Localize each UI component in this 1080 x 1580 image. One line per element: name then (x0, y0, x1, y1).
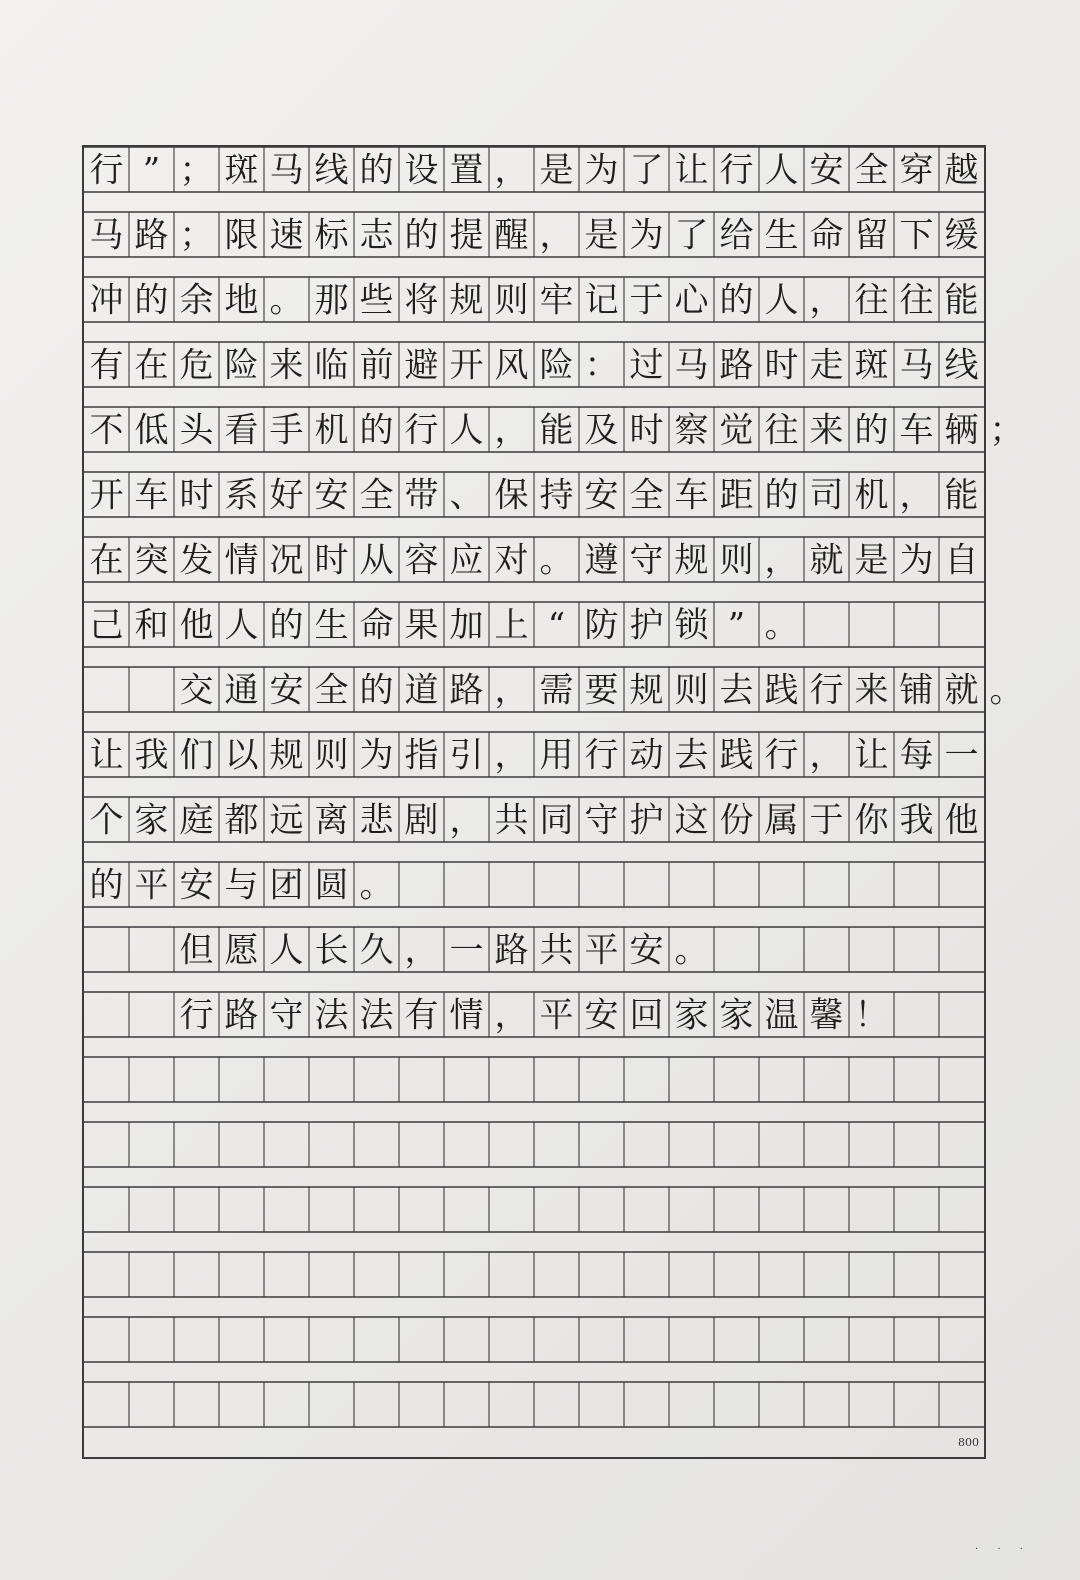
manuscript-char: 回 (629, 995, 664, 1036)
manuscript-char: 你 (854, 800, 889, 841)
manuscript-char: ， (449, 800, 484, 841)
manuscript-char: 行 (764, 735, 799, 776)
manuscript-char: 情 (224, 540, 259, 581)
manuscript-char: 人 (764, 280, 799, 321)
manuscript-char: 是 (854, 540, 889, 581)
manuscript-char: 设 (404, 150, 439, 191)
manuscript-char: 行 (404, 410, 439, 451)
manuscript-char: 险 (539, 345, 574, 386)
manuscript-char: 司 (809, 475, 844, 516)
manuscript-char: 护 (629, 800, 664, 841)
manuscript-char: 醒 (494, 215, 529, 256)
manuscript-char: 我 (134, 735, 169, 776)
manuscript-char: 安 (809, 150, 844, 191)
manuscript-char: 安 (179, 865, 214, 906)
manuscript-char: 就 (809, 540, 844, 581)
manuscript-char: 命 (809, 215, 844, 256)
manuscript-char: 冲 (89, 280, 124, 321)
manuscript-char: 守 (269, 995, 304, 1036)
manuscript-char: 我 (899, 800, 934, 841)
manuscript-char: 温 (764, 995, 799, 1036)
manuscript-char: 距 (719, 475, 754, 516)
manuscript-char: 。 (989, 670, 1024, 711)
manuscript-char: 规 (674, 540, 709, 581)
manuscript-char: 况 (269, 540, 304, 581)
manuscript-char: 护 (629, 605, 664, 646)
manuscript-char: 锁 (674, 605, 709, 646)
manuscript-char: 穿 (899, 150, 934, 191)
manuscript-char: 线 (944, 345, 979, 386)
manuscript-char: ， (539, 215, 574, 256)
manuscript-char: 共 (539, 930, 574, 971)
manuscript-char: 为 (899, 540, 934, 581)
manuscript-char: 属 (764, 800, 799, 841)
manuscript-char: 车 (134, 475, 169, 516)
manuscript-char: 。 (269, 280, 304, 321)
manuscript-char: 则 (674, 670, 709, 711)
manuscript-char: 前 (359, 345, 394, 386)
manuscript-char: 于 (629, 280, 664, 321)
manuscript-char: 斑 (224, 150, 259, 191)
manuscript-char: 让 (854, 735, 889, 776)
manuscript-char: 头 (179, 410, 214, 451)
manuscript-char: 他 (944, 800, 979, 841)
manuscript-char: 了 (674, 215, 709, 256)
manuscript-char: 觉 (719, 410, 754, 451)
manuscript-char: 让 (89, 735, 124, 776)
manuscript-char: 馨 (809, 995, 844, 1036)
manuscript-char: “ (547, 605, 566, 646)
manuscript-char: 果 (404, 605, 439, 646)
manuscript-char: 机 (314, 410, 349, 451)
manuscript-char: 为 (359, 735, 394, 776)
manuscript-char: 则 (314, 735, 349, 776)
manuscript-char: 好 (269, 475, 304, 516)
manuscript-char: 用 (539, 735, 574, 776)
manuscript-char: 长 (314, 930, 349, 971)
manuscript-char: 低 (134, 410, 169, 451)
manuscript-char: 的 (359, 150, 394, 191)
manuscript-char: 家 (134, 800, 169, 841)
manuscript-char: 路 (719, 345, 754, 386)
manuscript-char: 带 (404, 475, 439, 516)
manuscript-char: 、 (449, 475, 484, 516)
manuscript-char: 时 (314, 540, 349, 581)
manuscript-char: 行 (809, 670, 844, 711)
manuscript-char: 察 (674, 410, 709, 451)
grid-lines (84, 147, 1024, 1457)
manuscript-char: 给 (719, 215, 754, 256)
manuscript-char: 这 (674, 800, 709, 841)
manuscript-char: 守 (629, 540, 664, 581)
manuscript-char: 但 (179, 930, 214, 971)
manuscript-char: 在 (134, 345, 169, 386)
manuscript-char: 安 (269, 670, 304, 711)
manuscript-char: 一 (449, 930, 484, 971)
manuscript-char: 的 (359, 670, 394, 711)
manuscript-char: 全 (854, 150, 889, 191)
manuscript-char: ” (727, 605, 746, 646)
manuscript-char: 动 (629, 735, 664, 776)
manuscript-char: 。 (359, 865, 394, 906)
manuscript-char: 行 (584, 735, 619, 776)
manuscript-char: 路 (134, 215, 169, 256)
manuscript-char: ， (494, 670, 529, 711)
manuscript-char: 走 (809, 345, 844, 386)
manuscript-char: 全 (359, 475, 394, 516)
manuscript-char: 机 (854, 475, 889, 516)
manuscript-char: 来 (809, 410, 844, 451)
manuscript-char: 以 (224, 735, 259, 776)
manuscript-char: 全 (314, 670, 349, 711)
manuscript-char: 践 (719, 735, 754, 776)
manuscript-char: 于 (809, 800, 844, 841)
manuscript-char: 路 (224, 995, 259, 1036)
manuscript-char: 时 (179, 475, 214, 516)
manuscript-char: ； (179, 215, 214, 256)
manuscript-char: 让 (674, 150, 709, 191)
manuscript-char: 生 (314, 605, 349, 646)
manuscript-char: 法 (359, 995, 394, 1036)
manuscript-char: 是 (584, 215, 619, 256)
manuscript-char: 对 (494, 540, 529, 581)
manuscript-char: 地 (224, 280, 259, 321)
manuscript-char: ， (809, 735, 844, 776)
manuscript-char: 及 (584, 410, 619, 451)
manuscript-char: 下 (899, 215, 934, 256)
manuscript-char: 辆 (944, 410, 979, 451)
manuscript-char: 开 (89, 475, 124, 516)
manuscript-char: ； (989, 410, 1024, 451)
manuscript-char: 安 (629, 930, 664, 971)
manuscript-char: 不 (89, 410, 124, 451)
manuscript-char: 己 (89, 605, 124, 646)
manuscript-char: 命 (359, 605, 394, 646)
manuscript-char: 看 (224, 410, 259, 451)
manuscript-char: 能 (944, 280, 979, 321)
manuscript-char: 往 (764, 410, 799, 451)
manuscript-char: 往 (899, 280, 934, 321)
manuscript-char: 家 (719, 995, 754, 1036)
manuscript-char: 在 (89, 540, 124, 581)
manuscript-char: 家 (674, 995, 709, 1036)
manuscript-char: 人 (764, 150, 799, 191)
manuscript-char: 要 (584, 670, 619, 711)
manuscript-char: 避 (404, 345, 439, 386)
manuscript-char: 留 (854, 215, 889, 256)
manuscript-char: 路 (449, 670, 484, 711)
manuscript-char: 加 (449, 605, 484, 646)
page-number: 800 (958, 1436, 979, 1449)
manuscript-char: 容 (404, 540, 439, 581)
manuscript-char: ， (764, 540, 799, 581)
manuscript-char: 法 (314, 995, 349, 1036)
manuscript-char: 和 (134, 605, 169, 646)
manuscript-char: 开 (449, 345, 484, 386)
manuscript-char: 能 (944, 475, 979, 516)
manuscript-char: 马 (89, 215, 124, 256)
manuscript-char: 险 (224, 345, 259, 386)
manuscript-char: 人 (449, 410, 484, 451)
manuscript-char: 余 (179, 280, 214, 321)
manuscript-char: ， (494, 995, 529, 1036)
manuscript-char: 的 (359, 410, 394, 451)
manuscript-char: 剧 (404, 800, 439, 841)
paper-specks: · · · (975, 1544, 1031, 1555)
manuscript-char: 从 (359, 540, 394, 581)
manuscript-char: 危 (179, 345, 214, 386)
manuscript-char: 牢 (539, 280, 574, 321)
manuscript-char: 的 (719, 280, 754, 321)
manuscript-char: 为 (629, 215, 664, 256)
manuscript-char: 路 (494, 930, 529, 971)
manuscript-char: 系 (224, 475, 259, 516)
manuscript-char: 团 (269, 865, 304, 906)
manuscript-char: 临 (314, 345, 349, 386)
manuscript-char: ！ (854, 995, 889, 1036)
manuscript-char: 防 (584, 605, 619, 646)
manuscript-char: 规 (449, 280, 484, 321)
manuscript-char: 那 (314, 280, 349, 321)
manuscript-char: 持 (539, 475, 574, 516)
manuscript-char: 时 (764, 345, 799, 386)
manuscript-char: 行 (89, 150, 124, 191)
manuscript-char: 铺 (899, 670, 934, 711)
manuscript-char: 记 (584, 280, 619, 321)
manuscript-char: 。 (764, 605, 799, 646)
manuscript-char: 置 (449, 150, 484, 191)
manuscript-char: 去 (674, 735, 709, 776)
manuscript-char: 通 (224, 670, 259, 711)
manuscript-char: 平 (134, 865, 169, 906)
manuscript-char: 全 (629, 475, 664, 516)
manuscript-char: 志 (359, 215, 394, 256)
manuscript-char: 马 (899, 345, 934, 386)
manuscript-char: 车 (899, 410, 934, 451)
manuscript-char: ， (404, 930, 439, 971)
manuscript-char: 自 (944, 540, 979, 581)
manuscript-char: 保 (494, 475, 529, 516)
manuscript-char: 些 (359, 280, 394, 321)
manuscript-char: 遵 (584, 540, 619, 581)
manuscript-char: 道 (404, 670, 439, 711)
manuscript-char: ， (899, 475, 934, 516)
manuscript-char: 马 (674, 345, 709, 386)
manuscript-char: 他 (179, 605, 214, 646)
manuscript-char: 突 (134, 540, 169, 581)
manuscript-char: 安 (314, 475, 349, 516)
manuscript-char: 应 (449, 540, 484, 581)
manuscript-char: 份 (719, 800, 754, 841)
manuscript-char: 车 (674, 475, 709, 516)
manuscript-char: 的 (854, 410, 889, 451)
manuscript-char: 一 (944, 735, 979, 776)
manuscript-char: 有 (89, 345, 124, 386)
manuscript-char: 安 (584, 995, 619, 1036)
manuscript-char: 能 (539, 410, 574, 451)
manuscript-char: 将 (404, 280, 439, 321)
manuscript-char: 就 (944, 670, 979, 711)
manuscript-char: ， (494, 410, 529, 451)
manuscript-char: 手 (269, 410, 304, 451)
manuscript-char: 离 (314, 800, 349, 841)
manuscript-char: 远 (269, 800, 304, 841)
manuscript-char: 都 (224, 800, 259, 841)
manuscript-char: 来 (269, 345, 304, 386)
manuscript-char: ” (142, 150, 161, 191)
manuscript-char: 斑 (854, 345, 889, 386)
manuscript-char: 时 (629, 410, 664, 451)
manuscript-char: 心 (674, 280, 709, 321)
manuscript-char: 守 (584, 800, 619, 841)
manuscript-char: 行 (719, 150, 754, 191)
manuscript-char: 每 (899, 735, 934, 776)
manuscript-char: 马 (269, 150, 304, 191)
manuscript-char: 圆 (314, 865, 349, 906)
manuscript-char: 人 (224, 605, 259, 646)
manuscript-char: 规 (269, 735, 304, 776)
manuscript-char: 限 (224, 215, 259, 256)
manuscript-char: 过 (629, 345, 664, 386)
manuscript-char: 为 (584, 150, 619, 191)
manuscript-char: 则 (494, 280, 529, 321)
manuscript-char: 的 (89, 865, 124, 906)
manuscript-char: 与 (224, 865, 259, 906)
manuscript-char: 规 (629, 670, 664, 711)
manuscript-char: 庭 (179, 800, 214, 841)
manuscript-char: 。 (539, 540, 574, 581)
manuscript-char: 行 (179, 995, 214, 1036)
manuscript-char: 需 (539, 670, 574, 711)
manuscript-char: 人 (269, 930, 304, 971)
manuscript-char: 是 (539, 150, 574, 191)
manuscript-char: 发 (179, 540, 214, 581)
manuscript-char: 的 (404, 215, 439, 256)
manuscript-char: 悲 (359, 800, 394, 841)
manuscript-char: 情 (449, 995, 484, 1036)
manuscript-char: 了 (629, 150, 664, 191)
manuscript-char: 往 (854, 280, 889, 321)
manuscript-char: 越 (944, 150, 979, 191)
manuscript-char: 平 (584, 930, 619, 971)
manuscript-char: 们 (179, 735, 214, 776)
manuscript-char: 风 (494, 345, 529, 386)
manuscript-char: 生 (764, 215, 799, 256)
manuscript-char: ： (584, 345, 619, 386)
manuscript-char: 去 (719, 670, 754, 711)
manuscript-char: 指 (404, 735, 439, 776)
manuscript-char: 缓 (944, 215, 979, 256)
manuscript-char: ， (809, 280, 844, 321)
manuscript-char: ， (494, 735, 529, 776)
manuscript-char: 线 (314, 150, 349, 191)
manuscript-char: 愿 (224, 930, 259, 971)
manuscript-char: 安 (584, 475, 619, 516)
manuscript-char: 交 (179, 670, 214, 711)
manuscript-char: 的 (134, 280, 169, 321)
manuscript-char: 。 (674, 930, 709, 971)
manuscript-char: 个 (89, 800, 124, 841)
manuscript-char: 则 (719, 540, 754, 581)
manuscript-char: 共 (494, 800, 529, 841)
manuscript-char: 引 (449, 735, 484, 776)
manuscript-char: 来 (854, 670, 889, 711)
manuscript-char: 践 (764, 670, 799, 711)
manuscript-char: 平 (539, 995, 574, 1036)
manuscript-char: 久 (359, 930, 394, 971)
manuscript-char: 的 (269, 605, 304, 646)
manuscript-char: 的 (764, 475, 799, 516)
manuscript-char: 标 (314, 215, 349, 256)
manuscript-char: 提 (449, 215, 484, 256)
manuscript-char: 同 (539, 800, 574, 841)
manuscript-grid (82, 145, 1024, 1459)
manuscript-char: 速 (269, 215, 304, 256)
manuscript-char: ， (494, 150, 529, 191)
manuscript-char: 上 (494, 605, 529, 646)
manuscript-char: 有 (404, 995, 439, 1036)
manuscript-char: ； (179, 150, 214, 191)
